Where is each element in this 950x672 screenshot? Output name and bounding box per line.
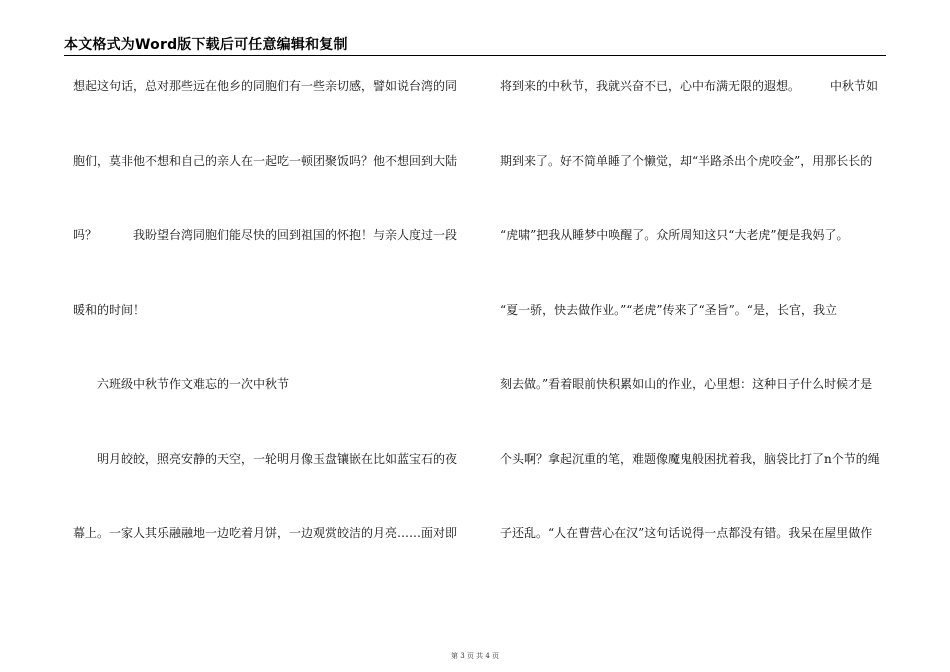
right-line-2: 期到来了。好不简单睡了个懒觉，却“半路杀出个虎咬金”，用那长长的 bbox=[500, 153, 873, 168]
left-line-2: 胞们，莫非他不想和自己的亲人在一起吃一顿团聚饭吗？他不想回到大陆 bbox=[73, 153, 458, 168]
right-line-6: 个头啊？拿起沉重的笔，难题像魔鬼般困扰着我，脑袋比打了n个节的绳 bbox=[500, 451, 880, 466]
header-divider bbox=[64, 55, 886, 56]
right-line-5: 刻去做。”看着眼前快积累如山的作业，心里想：这种日子什么时候才是 bbox=[500, 377, 873, 391]
right-line-7: 子还乱。“人在曹营心在汉”这句话说得一点都没有错。我呆在屋里做作 bbox=[500, 526, 873, 540]
left-line-4: 暖和的时间！ bbox=[73, 302, 146, 317]
right-line-1: 将到来的中秋节，我就兴奋不已，心中布满无限的遐想。 中秋节如 bbox=[500, 79, 879, 93]
right-line-3: “虎啸”把我从睡梦中唤醒了。众所周知这只“大老虎”便是我妈了。 bbox=[500, 228, 849, 242]
document-header-title: 本文格式为Word版下载后可任意编辑和复制 bbox=[64, 37, 348, 53]
left-line-3: 吗？ 我盼望台湾同胞们能尽快的回到祖国的怀抱！与亲人度过一段 bbox=[73, 228, 458, 242]
page-number-footer: 第 3 页 共 4 页 bbox=[450, 652, 500, 660]
left-line-1: 想起这句话，总对那些远在他乡的同胞们有一些亲切感，譬如说台湾的同 bbox=[73, 79, 458, 93]
left-text-column bbox=[73, 72, 461, 594]
right-line-4: “夏一骄，快去做作业。”“老虎”传来了“圣旨”。“是，长官，我立 bbox=[500, 302, 837, 317]
left-line-7: 幕上。一家人其乐融融地一边吃着月饼，一边观赏皎洁的月亮……面对即 bbox=[73, 526, 458, 540]
right-text-column bbox=[500, 72, 888, 594]
left-line-6: 明月皎皎，照亮安静的天空，一轮明月像玉盘镶嵌在比如蓝宝石的夜 bbox=[73, 451, 458, 466]
left-line-5-section-title: 六班级中秋节作文难忘的一次中秋节 bbox=[73, 377, 290, 391]
